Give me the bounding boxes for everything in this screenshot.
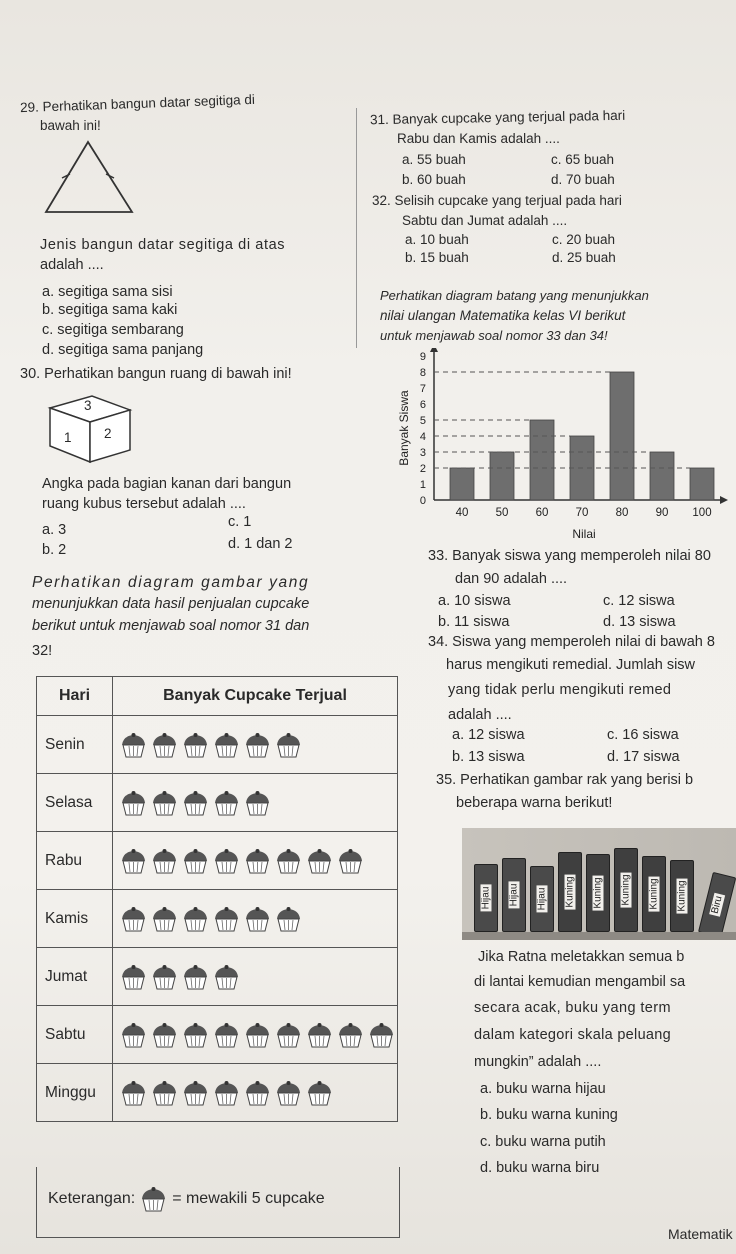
x-tick-label: 60 (535, 507, 549, 519)
book-label: Hijau (480, 886, 492, 910)
cupcake-icon (305, 1022, 334, 1048)
pictogram-day: Sabtu (37, 1006, 113, 1064)
cupcake-icon (274, 732, 303, 758)
cupcake-icon (119, 790, 148, 816)
x-tick-label: 50 (495, 507, 509, 519)
cupcake-icon (243, 1080, 272, 1106)
book-label: Hijau (508, 883, 520, 907)
cupcake-icon (274, 1022, 303, 1048)
cupcake-icon (367, 1022, 396, 1048)
cupcake-icon (274, 1080, 303, 1106)
cupcake-icon (336, 1022, 365, 1048)
book-label: Kuning (648, 878, 660, 910)
bar (530, 420, 554, 500)
q30-stem-2: ruang kubus tersebut adalah .... (42, 496, 246, 512)
q32-option-d: d. 25 buah (552, 250, 616, 265)
bar-intro-3: untuk menjawab soal nomor 33 dan 34! (380, 328, 608, 343)
y-tick-label: 9 (419, 351, 426, 363)
q33-option-d: d. 13 siswa (603, 614, 676, 630)
y-tick-label: 7 (419, 383, 426, 395)
pictogram-icons (113, 1006, 398, 1064)
book-spine (474, 864, 498, 932)
book-label: Kuning (564, 876, 576, 908)
pictogram-row (37, 832, 398, 890)
bar (650, 452, 674, 500)
cupcake-icon (150, 1022, 179, 1048)
x-axis-arrow (720, 496, 728, 504)
bookshelf-image (462, 828, 736, 940)
q29-title: 29. Perhatikan bangun datar segitiga di (19, 91, 256, 116)
q31-stem: 31. Banyak cupcake yang terjual pada hari (369, 107, 626, 128)
q30-option-c: c. 1 (228, 514, 252, 530)
q30-option-b: b. 2 (42, 542, 67, 558)
cupcake-icon (181, 848, 210, 874)
bar-chart (388, 348, 732, 544)
q32-option-a: a. 10 buah (405, 232, 469, 247)
pictogram-day: Jumat (37, 948, 113, 1006)
x-tick-label: 100 (692, 507, 712, 519)
q33-stem-2: dan 90 adalah .... (455, 571, 568, 587)
cupcake-icon (119, 848, 148, 874)
pictogram-icons (113, 948, 398, 1006)
q35-para-1: Jika Ratna meletakkan semua b (478, 949, 685, 965)
book-spine (614, 848, 638, 932)
q30-stem: Angka pada bagian kanan dari bangun (42, 476, 292, 492)
book-spine (698, 872, 736, 938)
cupcake-icon (150, 848, 179, 874)
cupcake-icon (274, 848, 303, 874)
cupcake-icon (212, 848, 241, 874)
y-axis-label: Banyak Siswa (397, 390, 411, 466)
book-label: Kuning (676, 880, 688, 912)
q33-option-a: a. 10 siswa (438, 593, 511, 609)
cupcake-icon (274, 906, 303, 932)
q35-stem: 35. Perhatikan gambar rak yang berisi b (436, 772, 694, 788)
pictogram-table (36, 676, 398, 1122)
q35-para-3: secara acak, buku yang term (474, 1000, 671, 1016)
cupcake-icon (243, 906, 272, 932)
book-spine (530, 866, 554, 932)
q34-option-a: a. 12 siswa (452, 727, 525, 743)
cupcake-icon (119, 732, 148, 758)
q31-option-b: b. 60 buah (402, 172, 466, 187)
q29-option-b: b. segitiga sama kaki (42, 302, 178, 318)
q29-option-d: d. segitiga sama panjang (42, 342, 204, 358)
cube-left-number: 1 (64, 430, 72, 445)
book-label: Hijau (536, 887, 548, 911)
q34-stem-4: adalah .... (448, 707, 512, 723)
q34-option-d: d. 17 siswa (607, 749, 680, 765)
triangle-figure (40, 138, 140, 218)
q35-para-4: dalam kategori skala peluang (474, 1027, 672, 1043)
cupcake-icon (150, 906, 179, 932)
cupcake-icon (243, 848, 272, 874)
pictogram-row (37, 1064, 398, 1122)
x-tick-label: 40 (455, 507, 469, 519)
cupcake-icon (150, 964, 179, 990)
y-axis-arrow (430, 348, 438, 352)
q31-option-a: a. 55 buah (402, 152, 466, 167)
q30-title: 30. Perhatikan bangun ruang di bawah ini! (20, 366, 292, 382)
pictogram-icons (113, 1064, 398, 1122)
q34-option-c: c. 16 siswa (607, 727, 679, 743)
cupcake-icon (305, 848, 334, 874)
pictogram-row (37, 890, 398, 948)
q35-option-d: d. buku warna biru (480, 1160, 600, 1176)
book-label: Kuning (620, 874, 632, 906)
legend-suffix: = mewakili 5 cupcake (172, 1190, 325, 1207)
y-tick-label: 5 (419, 415, 426, 427)
cupcake-icon (181, 906, 210, 932)
cupcake-icon (212, 1022, 241, 1048)
book-spine (642, 856, 666, 932)
q35-option-c: c. buku warna putih (480, 1134, 606, 1150)
footer-subject: Matematik (668, 1226, 733, 1242)
bar (450, 468, 474, 500)
cupcake-icon (212, 790, 241, 816)
pictogram-intro-3: berikut untuk menjawab soal nomor 31 dan (32, 618, 310, 634)
pictogram-icons (113, 832, 398, 890)
pictogram-day: Kamis (37, 890, 113, 948)
q35-option-a: a. buku warna hijau (480, 1081, 606, 1097)
cupcake-icon (150, 790, 179, 816)
legend-prefix: Keterangan: (48, 1190, 136, 1207)
y-tick-label: 2 (419, 463, 426, 475)
column-divider (356, 108, 357, 348)
cupcake-icon (181, 1080, 210, 1106)
cupcake-icon (212, 732, 241, 758)
cupcake-icon (181, 732, 210, 758)
q35-para-2: di lantai kemudian mengambil sa (474, 974, 686, 990)
x-tick-label: 90 (655, 507, 669, 519)
q32-option-b: b. 15 buah (405, 250, 469, 265)
pictogram-intro-4: 32! (32, 643, 53, 659)
q29-stem-2: adalah .... (40, 257, 104, 273)
pictogram-day: Selasa (37, 774, 113, 832)
q33-option-c: c. 12 siswa (603, 593, 675, 609)
q31-option-c: c. 65 buah (551, 152, 615, 167)
book-label: Biru (709, 894, 725, 915)
cupcake-icon (212, 964, 241, 990)
cupcake-icon (150, 732, 179, 758)
pictogram-row (37, 1006, 398, 1064)
y-tick-label: 1 (419, 479, 426, 491)
pictogram-row (37, 716, 398, 774)
pictogram-day: Minggu (37, 1064, 113, 1122)
pictogram-day: Senin (37, 716, 113, 774)
pictogram-icons (113, 774, 398, 832)
cupcake-icon (181, 790, 210, 816)
pictogram-intro-2: menunjukkan data hasil penjualan cupcake (32, 596, 310, 612)
q34-stem-3: yang tidak perlu mengikuti remed (448, 682, 672, 698)
q30-option-a: a. 3 (42, 522, 67, 538)
bar-intro-2: nilai ulangan Matematika kelas VI berikut (380, 308, 626, 323)
cupcake-icon (181, 1022, 210, 1048)
book-spine (558, 852, 582, 932)
book-spine (670, 860, 694, 932)
cupcake-icon (243, 732, 272, 758)
q30-option-d: d. 1 dan 2 (228, 536, 293, 552)
pictogram-legend (48, 1186, 325, 1212)
q34-stem: 34. Siswa yang memperoleh nilai di bawah 8 (428, 634, 715, 650)
x-tick-label: 70 (575, 507, 589, 519)
x-axis-label: Nilai (572, 527, 596, 541)
cube-right-number: 2 (104, 426, 112, 441)
cupcake-icon (212, 906, 241, 932)
pictogram-row (37, 774, 398, 832)
y-tick-label: 6 (419, 399, 426, 411)
q35-option-b: b. buku warna kuning (480, 1107, 618, 1123)
q29-title-2: bawah ini! (40, 118, 101, 133)
cupcake-icon (119, 906, 148, 932)
q31-stem-2: Rabu dan Kamis adalah .... (397, 131, 560, 146)
q31-option-d: d. 70 buah (551, 172, 615, 187)
bar (690, 468, 714, 500)
q32-stem: 32. Selisih cupcake yang terjual pada hari (372, 193, 622, 208)
cupcake-icon (119, 1022, 148, 1048)
cupcake-icon (243, 790, 272, 816)
q34-stem-2: harus mengikuti remedial. Jumlah sisw (446, 657, 696, 673)
q33-stem: 33. Banyak siswa yang memperoleh nilai 80 (428, 548, 711, 564)
q32-option-c: c. 20 buah (552, 232, 616, 247)
pictogram-row (37, 948, 398, 1006)
x-tick-label: 80 (615, 507, 629, 519)
bar-intro-1: Perhatikan diagram batang yang menunjukkan (380, 288, 649, 303)
book-spine (502, 858, 526, 932)
pictogram-icons (113, 890, 398, 948)
q32-stem-2: Sabtu dan Jumat adalah .... (402, 213, 568, 228)
pictogram-header-count: Banyak Cupcake Terjual (113, 677, 398, 716)
y-tick-label: 4 (419, 431, 426, 443)
cupcake-icon (243, 1022, 272, 1048)
cupcake-icon (150, 1080, 179, 1106)
q29-stem: Jenis bangun datar segitiga di atas (40, 237, 286, 253)
cupcake-icon (305, 1080, 334, 1106)
cupcake-icon (119, 1080, 148, 1106)
q35-para-5: mungkin” adalah .... (474, 1054, 602, 1070)
cupcake-icon (181, 964, 210, 990)
pictogram-intro-1: Perhatikan diagram gambar yang (32, 574, 310, 591)
book-spine (586, 854, 610, 932)
pictogram-day: Rabu (37, 832, 113, 890)
q29-option-a: a. segitiga sama sisi (42, 284, 173, 300)
pictogram-icons (113, 716, 398, 774)
y-tick-label: 3 (419, 447, 426, 459)
y-tick-label: 8 (419, 367, 426, 379)
pictogram-header-day: Hari (37, 677, 113, 716)
q29-option-c: c. segitiga sembarang (42, 322, 184, 338)
cupcake-icon (139, 1186, 168, 1212)
cupcake-icon (119, 964, 148, 990)
cupcake-icon (212, 1080, 241, 1106)
shelf-board (462, 932, 736, 940)
y-tick-label: 0 (419, 495, 426, 507)
book-label: Kuning (592, 877, 604, 909)
q34-option-b: b. 13 siswa (452, 749, 525, 765)
cube-top-number: 3 (84, 398, 92, 413)
q33-option-b: b. 11 siswa (438, 614, 510, 630)
bar (610, 372, 634, 500)
bar (490, 452, 514, 500)
cupcake-icon (336, 848, 365, 874)
q35-stem-2: beberapa warna berikut! (456, 795, 613, 811)
